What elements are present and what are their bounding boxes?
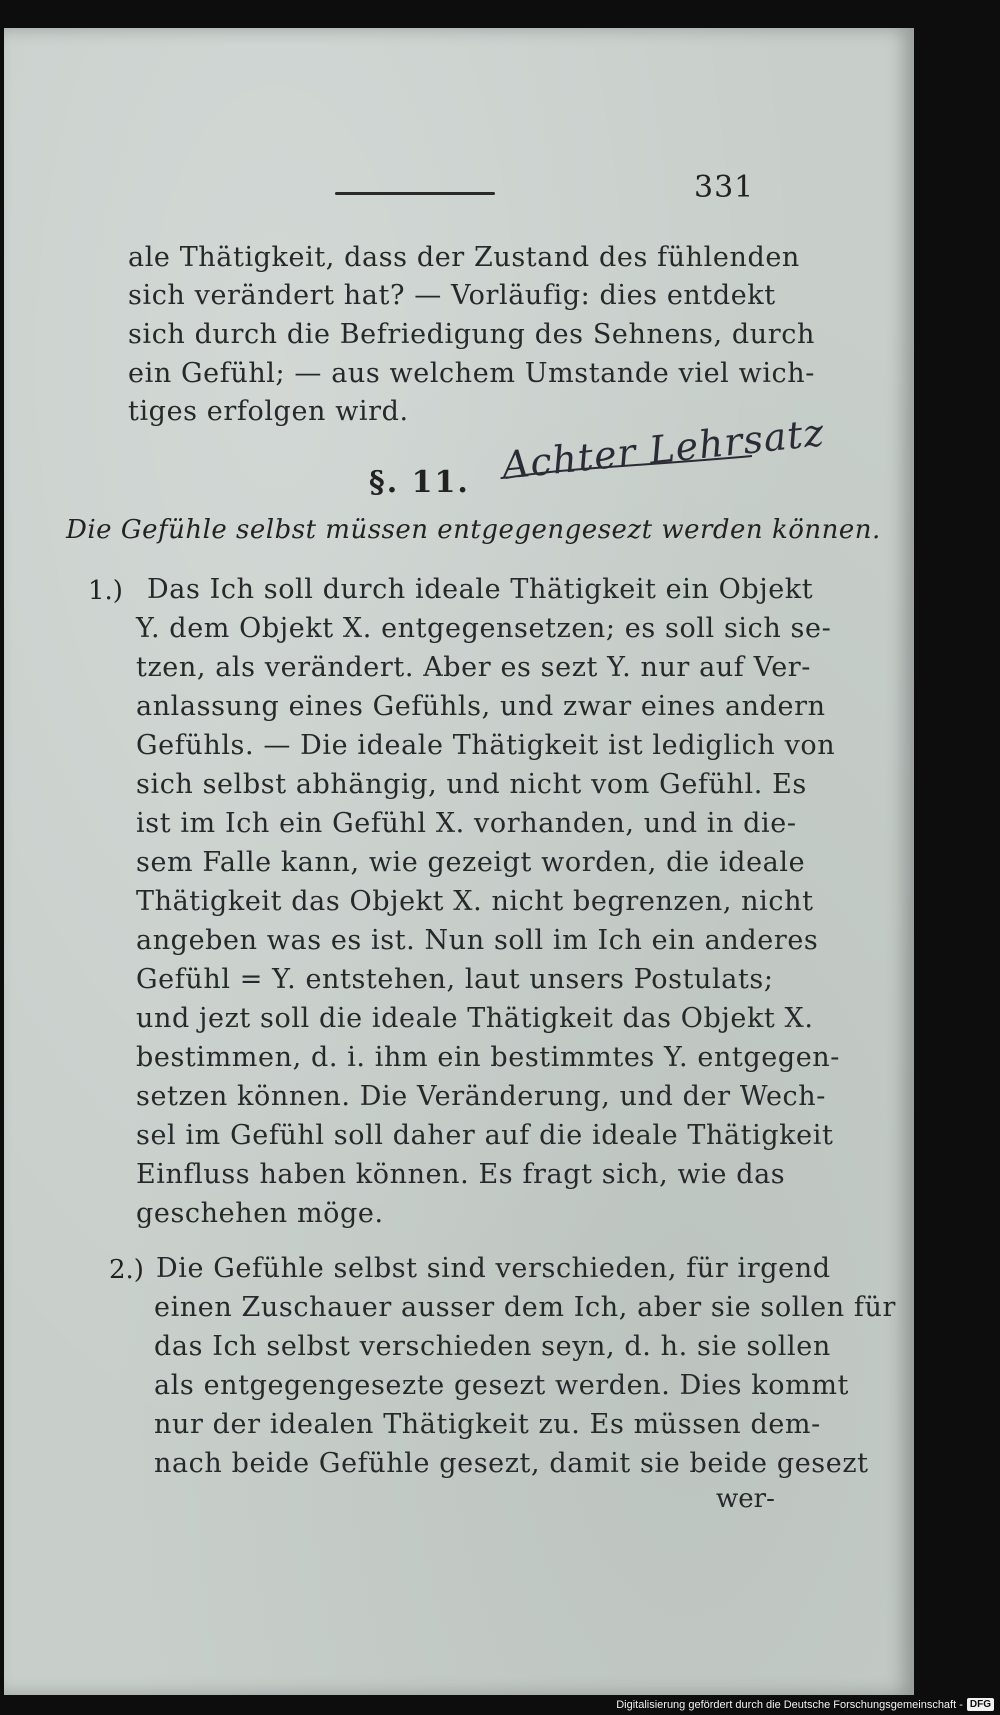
text-line: setzen können. Die Veränderung, und der Wech- <box>136 1081 826 1112</box>
text-line: Das Ich soll durch ideale Thätigkeit ein Objekt <box>147 574 814 605</box>
text-line: und jezt soll die ideale Thätigkeit das Objekt X. <box>136 1003 814 1034</box>
book-page <box>4 28 914 1695</box>
dfg-logo-icon: DFG <box>967 1698 994 1711</box>
text-line: ist im Ich ein Gefühl X. vorhanden, und in die- <box>136 808 797 839</box>
text-line: nur der idealen Thätigkeit zu. Es müssen dem- <box>154 1409 821 1440</box>
text-line: Gefühl = Y. entstehen, laut unsers Postulats; <box>136 964 774 995</box>
item-number: 2.) <box>109 1255 144 1285</box>
catchword: wer- <box>716 1484 775 1514</box>
text-line: sem Falle kann, wie gezeigt worden, die ideale <box>136 847 806 878</box>
text-line: geschehen möge. <box>136 1198 384 1229</box>
digitization-credit <box>616 1698 994 1711</box>
section-title: Die Gefühle selbst müssen entgegengesezt werden können. <box>66 515 881 545</box>
text-line: einen Zuschauer ausser dem Ich, aber sie sollen für <box>154 1292 896 1323</box>
text-line: anlassung eines Gefühls, und zwar eines andern <box>136 691 826 722</box>
text-line: ale Thätigkeit, dass der Zustand des fühlenden <box>128 242 800 273</box>
text-line: sel im Gefühl soll daher auf die ideale Thätigkeit <box>136 1120 834 1151</box>
footer-text: Digitalisierung gefördert durch die Deutsche Forschungsgemeinschaft - <box>616 1698 963 1711</box>
text-line: angeben was es ist. Nun soll im Ich ein anderes <box>136 925 819 956</box>
text-line: Thätigkeit das Objekt X. nicht begrenzen, nicht <box>136 886 814 917</box>
text-line: sich selbst abhängig, und nicht vom Gefühl. Es <box>136 769 807 800</box>
text-line: tiges erfolgen wird. <box>128 396 409 427</box>
item-number: 1.) <box>88 576 123 606</box>
handwritten-note: Achter Lehrsatz <box>499 410 827 488</box>
section-heading: §. 11. <box>369 465 470 500</box>
text-line: das Ich selbst verschieden seyn, d. h. sie sollen <box>154 1331 831 1362</box>
header-rule <box>335 192 495 195</box>
text-line: als entgegengesezte gesezt werden. Dies kommt <box>154 1370 849 1401</box>
text-line: sich durch die Befriedigung des Sehnens, durch <box>128 319 815 350</box>
text-line: bestimmen, d. i. ihm ein bestimmtes Y. entgegen- <box>136 1042 841 1073</box>
text-line: Die Gefühle selbst sind verschieden, für irgend <box>156 1253 831 1284</box>
text-line: tzen, als verändert. Aber es sezt Y. nur auf Ver- <box>136 652 812 683</box>
text-line: Y. dem Objekt X. entgegensetzen; es soll sich se- <box>136 613 832 644</box>
text-line: ein Gefühl; — aus welchem Umstande viel wich- <box>128 358 815 389</box>
text-line: Gefühls. — Die ideale Thätigkeit ist lediglich von <box>136 730 836 761</box>
text-line: Einfluss haben können. Es fragt sich, wie das <box>136 1159 786 1190</box>
page-number: 331 <box>694 170 755 205</box>
text-line: sich verändert hat? — Vorläufig: dies entdekt <box>128 280 776 311</box>
text-line: nach beide Gefühle gesezt, damit sie beide gesezt <box>154 1448 869 1479</box>
